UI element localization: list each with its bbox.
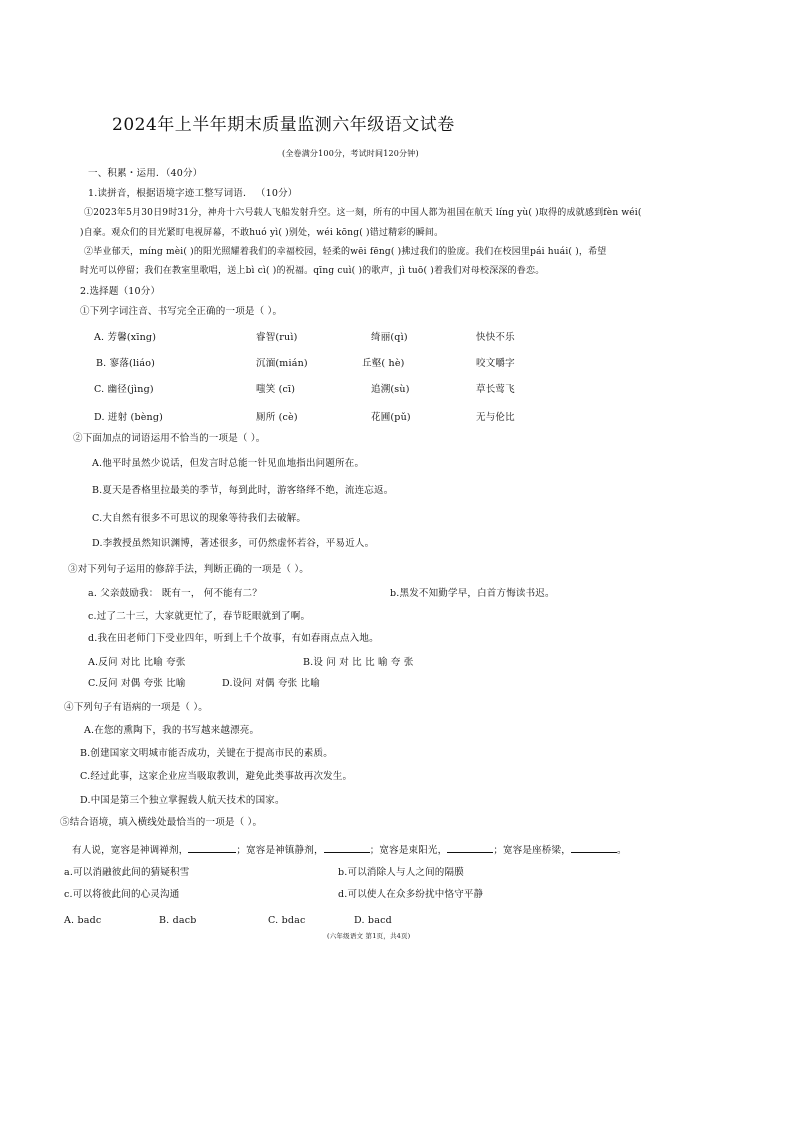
q2-1-b-col4: 咬文嚼字 bbox=[476, 358, 515, 369]
q2-1-b-col2: 沉湎(mián) bbox=[256, 358, 308, 369]
q2-1-b-col1: B. 寥落(liáo) bbox=[96, 358, 156, 369]
q2-3-choice-c: C.反问 对偶 夸张 比喻 bbox=[88, 678, 186, 689]
q2-4-stem: ④下列句子有语病的一项是（ ）。 bbox=[64, 702, 208, 713]
q2-3-choice-b: B.设 问 对 比 比 喻 夸 张 bbox=[303, 657, 414, 668]
q2-5-sentence bbox=[72, 842, 627, 857]
q2-4-option-b: B.创建国家文明城市能否成功，关键在于提高市民的素质。 bbox=[80, 748, 333, 759]
q2-4-option-d: D.中国是第三个独立掌握载人航天技术的国家。 bbox=[80, 795, 285, 806]
q2-3-choice-a: A.反问 对比 比喻 夸张 bbox=[88, 657, 186, 668]
q1-paragraph-2-line-1: ②毕业郁天，míng mèi( )的阳光照耀着我们的幸福校园，轻柔的wēi fēng( )拂过我们的脸庞。我们在校园里pái huái( )，希望 bbox=[84, 247, 607, 257]
q2-2-option-d: D.李教授虽然知识渊博，著述很多，可仍然虚怀若谷，平易近人。 bbox=[92, 538, 375, 549]
sentence-part-2: ；宽容是神镇静剂， bbox=[236, 845, 324, 856]
q2-2-stem: ②下面加点的词语运用不恰当的一项是（ ）。 bbox=[73, 433, 266, 444]
q2-1-b-col3: 丘壑( hè) bbox=[362, 358, 405, 369]
q2-3-stem: ③对下列句子运用的修辞手法，判断正确的一项是（ ）。 bbox=[68, 564, 309, 575]
q2-4-option-a: A.在您的熏陶下，我的书写越来越漂亮。 bbox=[84, 725, 260, 736]
answer-blank-3[interactable] bbox=[447, 842, 493, 853]
q2-1-d-col3: 花圃(pǔ) bbox=[371, 412, 411, 423]
q2-2-option-b: B.夏天是香格里拉最美的季节，每到此时，游客络绎不绝，流连忘返。 bbox=[92, 485, 394, 496]
section-heading: 一、积累・运用．（40分） bbox=[88, 168, 203, 179]
q2-2-option-a: A.他平时虽然少说话，但发言时总能一针见血地指出问题所在。 bbox=[92, 458, 365, 469]
sentence-part-3: ；宽容是束阳光， bbox=[369, 845, 448, 856]
q2-3-sentence-b: b.黑发不知勤学早，白首方悔读书迟。 bbox=[390, 588, 555, 599]
answer-blank-1[interactable] bbox=[188, 842, 236, 853]
q2-3-sentence-d: d.我在田老师门下受业四年，听到上千个故事，有如春雨点点入地。 bbox=[88, 633, 379, 644]
q2-1-c-col3: 追溯(sù) bbox=[371, 384, 410, 395]
q2-5-phrase-b: b.可以消除人与人之间的隔膜 bbox=[338, 867, 464, 878]
q2-1-d-col2: 厕所 (cè) bbox=[256, 412, 298, 423]
q2-5-choice-d: D. bacd bbox=[354, 915, 392, 926]
q1-heading: 1.读拼音，根据语境字迹工整写词语． （10分） bbox=[88, 188, 298, 199]
q2-5-choice-c: C. bdac bbox=[268, 915, 306, 926]
q2-1-a-col2: 睿智(ruì) bbox=[256, 332, 298, 343]
q2-1-c-col4: 草长莺飞 bbox=[476, 384, 515, 395]
q2-1-stem: ①下列字词注音、书写完全正确的一项是（ ）。 bbox=[80, 306, 283, 317]
sentence-part-1: 有人说，宽容是神调禅剂， bbox=[72, 845, 189, 856]
q2-1-d-col1: D. 迸射 (bèng) bbox=[94, 412, 164, 423]
q2-5-stem: ⑤结合语境，填入横线处最恰当的一项是（ ）。 bbox=[60, 817, 263, 828]
q2-1-a-col3: 绮丽(qì) bbox=[371, 332, 408, 343]
q2-5-choice-a: A. badc bbox=[64, 915, 102, 926]
q1-paragraph-1-line-1: ①2023年5月30日9时31分，神舟十六号载人飞船发射升空。这一刻，所有的中国人都为祖国在航天 líng yù( )取得的成就感到fèn wéi( bbox=[84, 208, 642, 218]
answer-blank-4[interactable] bbox=[571, 842, 617, 853]
q1-paragraph-2-line-2: 时光可以停留；我们在教室里歌唱，送上bì cì( )的祝福。qīng cuì( )的歌声，jì tuō( )着我们对母校深深的眷恋。 bbox=[80, 266, 545, 276]
page-subtitle: (全卷满分100分，考试时间120分钟) bbox=[282, 149, 419, 158]
q2-5-phrase-d: d.可以使人在众多纷扰中恪守平静 bbox=[338, 889, 484, 900]
q2-1-d-col4: 无与伦比 bbox=[476, 412, 515, 423]
answer-blank-2[interactable] bbox=[324, 842, 370, 853]
page-footer: (六年级语文 第1页，共4页) bbox=[327, 932, 411, 940]
q2-5-phrase-a: a.可以消融彼此间的猜疑积雪 bbox=[64, 867, 190, 878]
q1-paragraph-1-line-2: )自豪。观众们的目光紧盯电视屏幕，不敢huó yì( )别处，wéi kōng( )错过精彩的瞬间。 bbox=[80, 228, 444, 238]
q2-4-option-c: C.经过此事，这家企业应当吸取教训，避免此类事故再次发生。 bbox=[80, 771, 353, 782]
page-title: 2024年上半年期末质量监测六年级语文试卷 bbox=[112, 115, 455, 135]
q2-1-c-col2: 嗤笑 (cī) bbox=[256, 384, 296, 395]
sentence-part-5: 。 bbox=[616, 845, 627, 856]
q2-3-sentence-c: c.过了二十三，大家就更忙了，春节眨眼就到了啊。 bbox=[88, 611, 311, 622]
q2-heading: 2.选择题（10分） bbox=[80, 286, 161, 297]
q2-2-option-c: C.大自然有很多不可思议的现象等待我们去破解。 bbox=[92, 513, 307, 524]
q2-1-c-col1: C. 幽径(jìng) bbox=[94, 384, 154, 395]
sentence-part-4: ；宽容是座桥梁， bbox=[493, 845, 571, 856]
q2-1-a-col1: A. 芳馨(xīng) bbox=[94, 332, 157, 343]
q2-3-sentence-a: a. 父亲鼓励我： 既有一， 何不能有二？ bbox=[88, 588, 262, 599]
q2-5-phrase-c: c.可以将彼此间的心灵沟通 bbox=[64, 889, 180, 900]
q2-1-a-col4: 快快不乐 bbox=[476, 332, 515, 343]
q2-3-choice-d: D.设问 对偶 夸张 比喻 bbox=[222, 678, 320, 689]
q2-5-choice-b: B. dacb bbox=[159, 915, 197, 926]
